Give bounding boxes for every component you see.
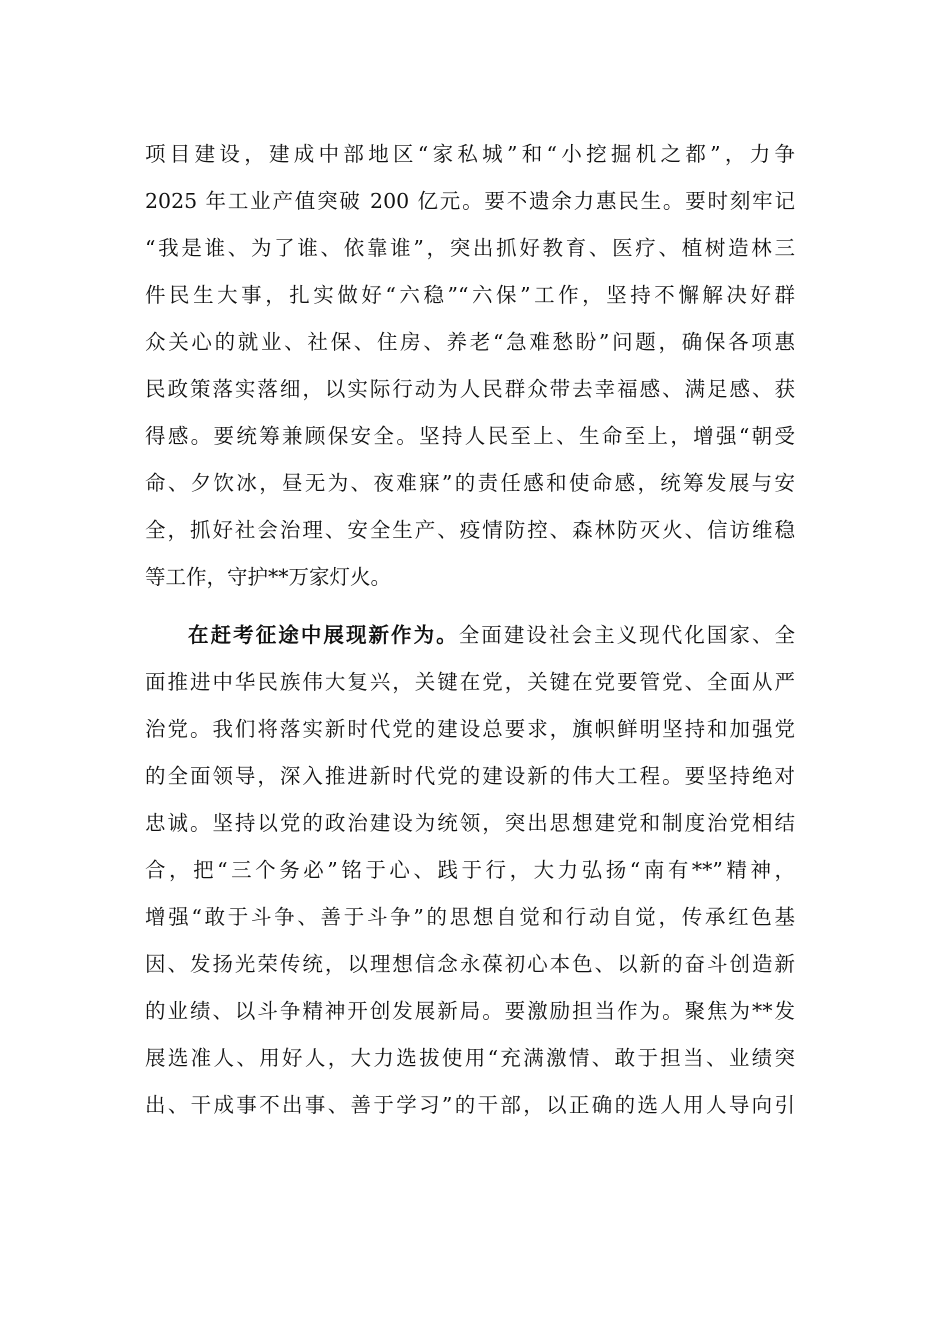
paragraph-first-line-text: 全面建设社会主义现代化国家、全 xyxy=(458,623,796,647)
paragraph-2 xyxy=(145,612,795,1129)
text-line: 民政策落实落细，以实际行动为人民群众带去幸福感、满足感、获 xyxy=(145,377,795,401)
text-line: 件民生大事，扎实做好“六稳”“六保”工作，坚持不懈解决好群 xyxy=(145,283,795,307)
text-line: 的业绩、以斗争精神开创发展新局。要激励担当作为。聚焦为**发 xyxy=(145,999,795,1023)
text-line: 忠诚。坚持以党的政治建设为统领，突出思想建党和制度治党相结 xyxy=(145,811,795,835)
paragraph-2-first-line xyxy=(145,612,795,659)
text-line: 面推进中华民族伟大复兴，关键在党，关键在党要管党、全面从严 xyxy=(145,670,795,694)
text-line: 的全面领导，深入推进新时代党的建设新的伟大工程。要坚持绝对 xyxy=(145,764,795,788)
text-line: 2025 年工业产值突破 200 亿元。要不遗余力惠民生。要时刻牢记 xyxy=(145,189,795,213)
text-line: 因、发扬光荣传统，以理想信念永葆初心本色、以新的奋斗创造新 xyxy=(145,952,795,976)
text-line: 众关心的就业、社保、住房、养老“急难愁盼”问题，确保各项惠 xyxy=(145,330,795,354)
text-line: 合，把“三个务必”铭于心、践于行，大力弘扬“南有**”精神， xyxy=(145,858,795,882)
text-line: 命、夕饮冰，昼无为、夜难寐”的责任感和使命感，统筹发展与安 xyxy=(145,471,795,495)
text-line: 全，抓好社会治理、安全生产、疫情防控、森林防灭火、信访维稳 xyxy=(145,518,795,542)
text-line: 出、干成事不出事、善于学习”的干部，以正确的选人用人导向引 xyxy=(145,1093,795,1117)
text-line: 等工作，守护**万家灯火。 xyxy=(145,565,391,589)
paragraph-heading: 在赶考征途中展现新作为。 xyxy=(186,623,459,647)
text-line: “我是谁、为了谁、依靠谁”，突出抓好教育、医疗、植树造林三 xyxy=(145,236,795,260)
text-line: 增强“敢于斗争、善于斗争”的思想自觉和行动自觉，传承红色基 xyxy=(145,905,795,929)
text-line: 项目建设，建成中部地区“家私城”和“小挖掘机之都”，力争 xyxy=(145,142,795,166)
text-line: 治党。我们将落实新时代党的建设总要求，旗帜鲜明坚持和加强党 xyxy=(145,717,795,741)
text-line: 得感。要统筹兼顾保安全。坚持人民至上、生命至上，增强“朝受 xyxy=(145,424,795,448)
text-line: 展选准人、用好人，大力选拔使用“充满激情、敢于担当、业绩突 xyxy=(145,1046,795,1070)
paragraph-1 xyxy=(145,131,795,601)
